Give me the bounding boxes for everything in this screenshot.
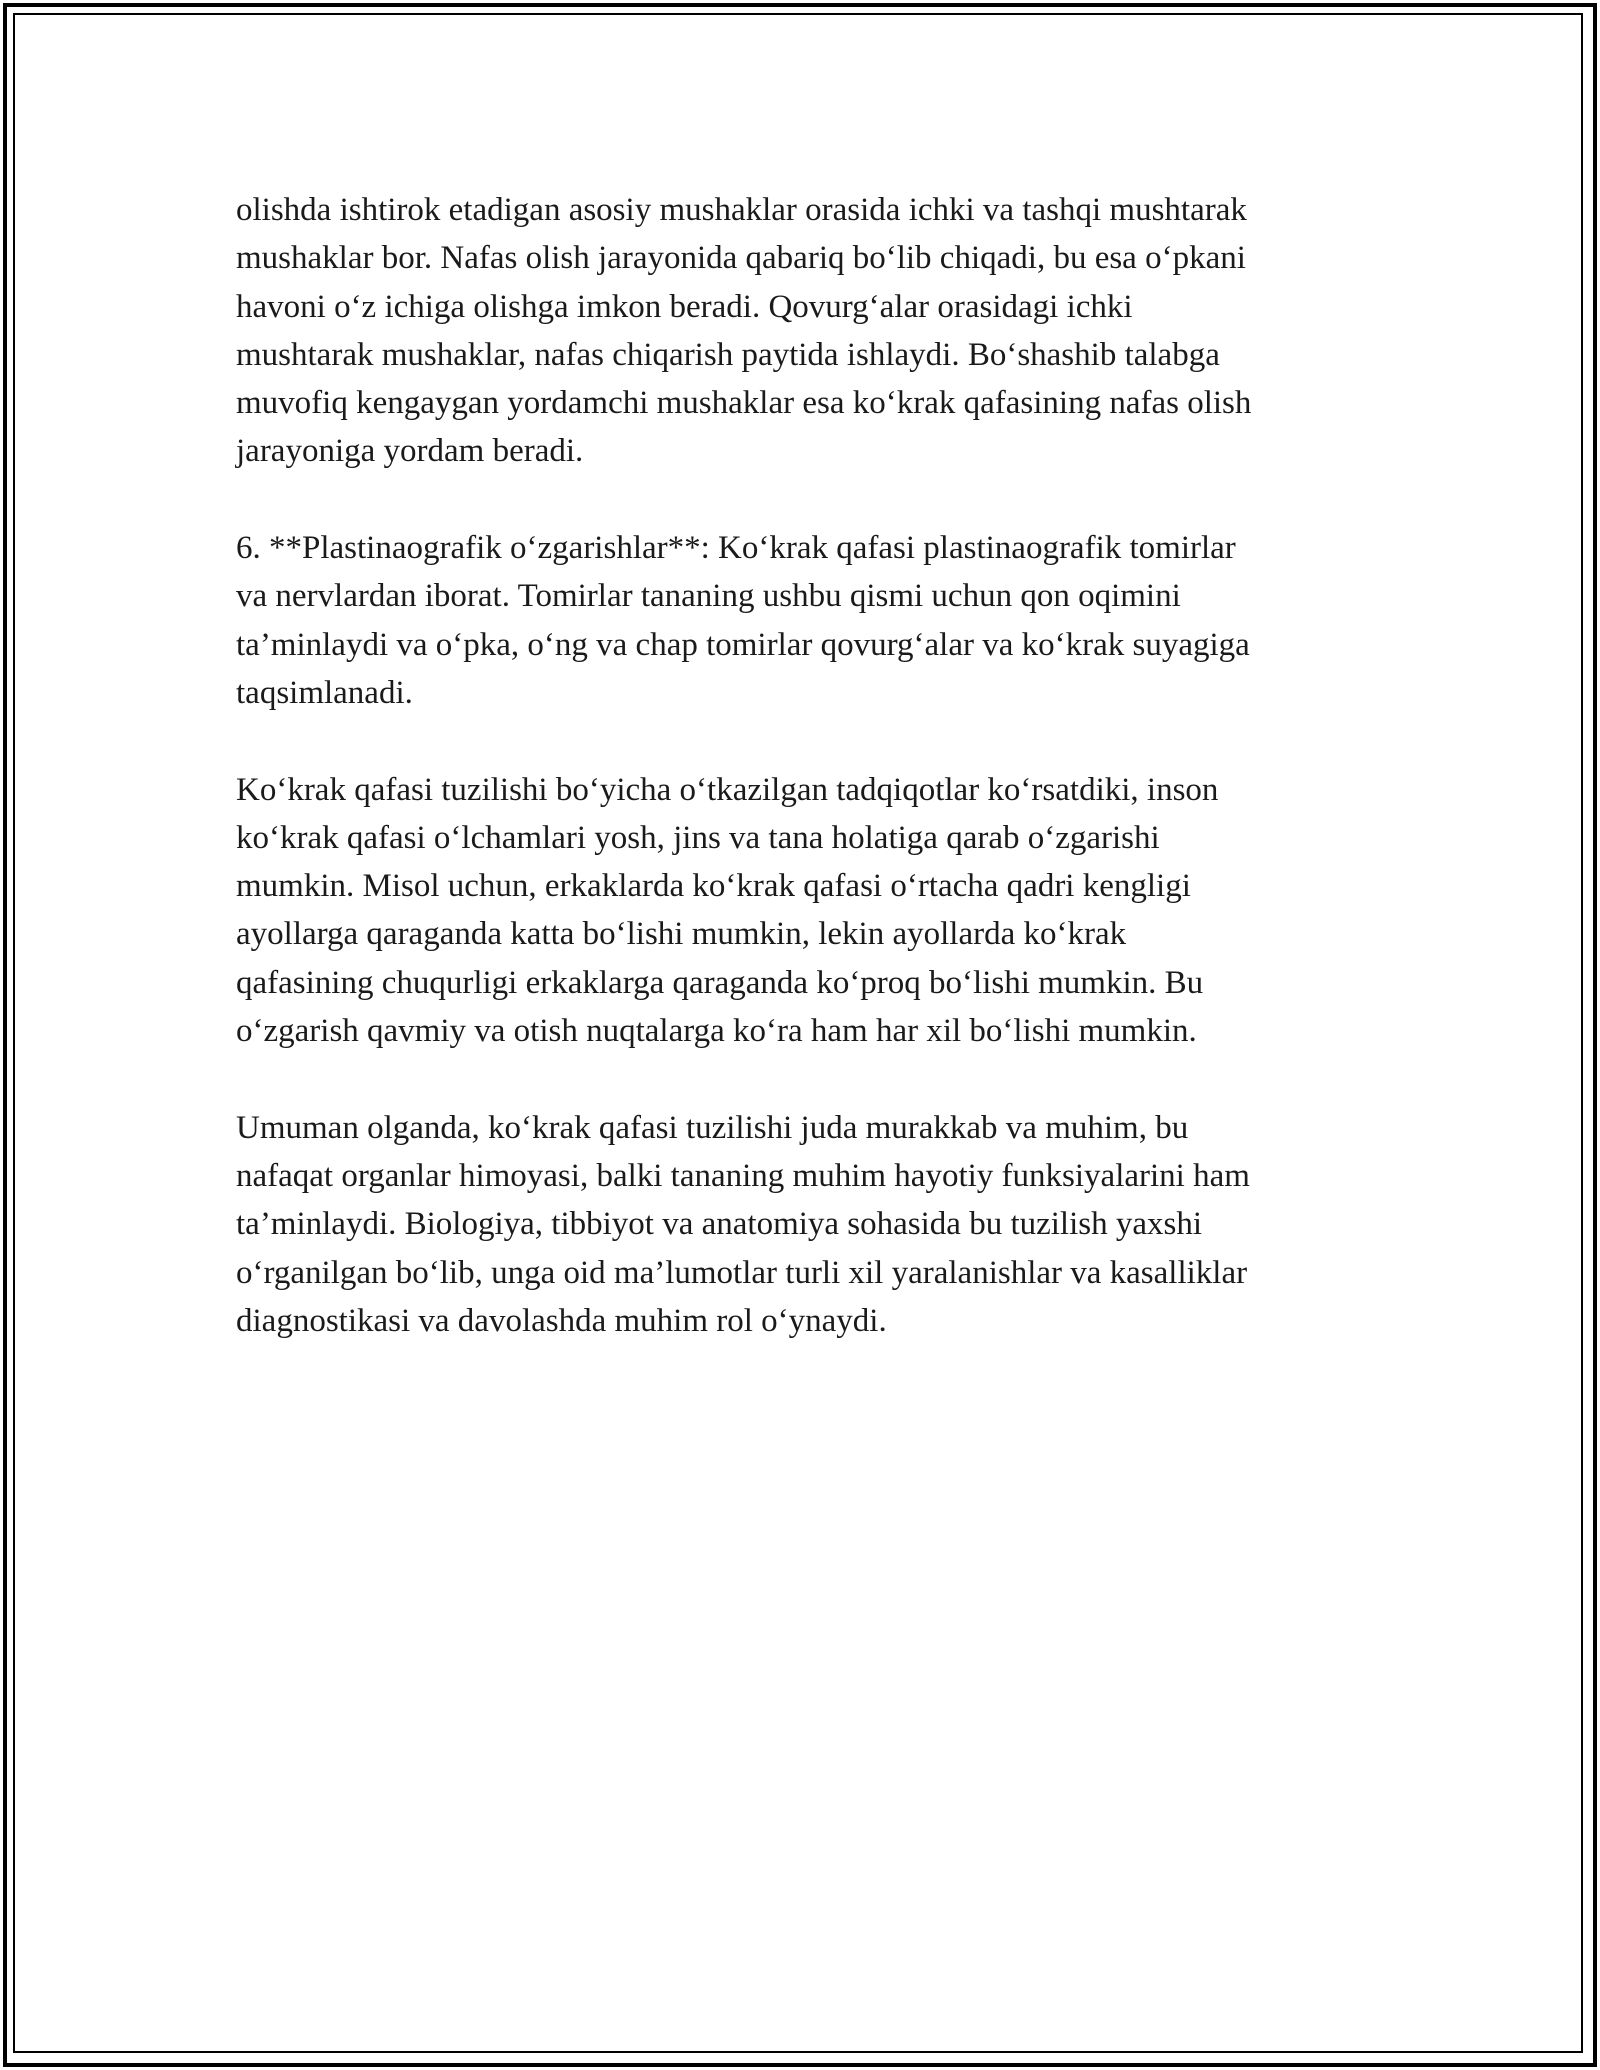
document-body (236, 186, 1376, 1393)
text-line: o‘rganilgan bo‘lib, unga oid ma’lumotlar turli xil yaralanishlar va kasalliklar (236, 1254, 1248, 1291)
text-line: nafaqat organlar himoyasi, balki tananing muhim hayotiy funksiyalarini ham (236, 1157, 1250, 1194)
text-line: olishda ishtirok etadigan asosiy mushaklar orasida ichki va tashqi mushtarak (236, 192, 1247, 228)
text-line: qafasining chuqurligi erkaklarga qaraganda ko‘proq bo‘lishi mumkin. Bu (236, 964, 1204, 1001)
text-line: mushaklar bor. Nafas olish jarayonida qabariq bo‘lib chiqadi, bu esa o‘pkani (236, 240, 1246, 277)
text-line: diagnostikasi va davolashda muhim rol o‘ynaydi. (236, 1302, 887, 1339)
text-line: o‘zgarish qavmiy va otish nuqtalarga ko‘ra ham har xil bo‘lishi mumkin. (236, 1013, 1197, 1050)
text-line: jarayoniga yordam beradi. (236, 433, 584, 470)
paragraph-item-6 (236, 524, 1376, 717)
text-line: ko‘krak qafasi o‘lchamlari yosh, jins va tana holatiga qarab o‘zgarishi (236, 819, 1160, 856)
text-line: ta’minlaydi va o‘pka, o‘ng va chap tomirlar qovurg‘alar va ko‘krak suyagiga (236, 626, 1250, 663)
text-line: ta’minlaydi. Biologiya, tibbiyot va anatomiya sohasida bu tuzilish yaxshi (236, 1206, 1203, 1243)
text-line: ayollarga qaraganda katta bo‘lishi mumkin, lekin ayollarda ko‘krak (236, 916, 1127, 953)
text-line: va nervlardan iborat. Tomirlar tananing ushbu qismi uchun qon oqimini (236, 578, 1181, 615)
text-line: muvofiq kengaygan yordamchi mushaklar esa ko‘krak qafasining nafas olish (236, 385, 1252, 422)
text-line: 6. **Plastinaografik o‘zgarishlar**: Ko‘krak qafasi plastinaografik tomirlar (236, 530, 1236, 567)
text-line: havoni o‘z ichiga olishga imkon beradi. Qovurg‘alar orasidagi ichki (236, 288, 1133, 325)
paragraph-research (236, 766, 1376, 1056)
text-line: taqsimlanadi. (236, 674, 413, 711)
text-line: Umuman olganda, ko‘krak qafasi tuzilishi juda murakkab va muhim, bu (236, 1109, 1189, 1146)
text-line: mumkin. Misol uchun, erkaklarda ko‘krak qafasi o‘rtacha qadri kengligi (236, 868, 1191, 905)
text-line: Ko‘krak qafasi tuzilishi bo‘yicha o‘tkazilgan tadqiqotlar ko‘rsatdiki, inson (236, 771, 1219, 808)
paragraph-breathing-muscles (236, 186, 1376, 476)
text-line: mushtarak mushaklar, nafas chiqarish paytida ishlaydi. Bo‘shashib talabga (236, 336, 1220, 373)
paragraph-conclusion (236, 1104, 1376, 1345)
